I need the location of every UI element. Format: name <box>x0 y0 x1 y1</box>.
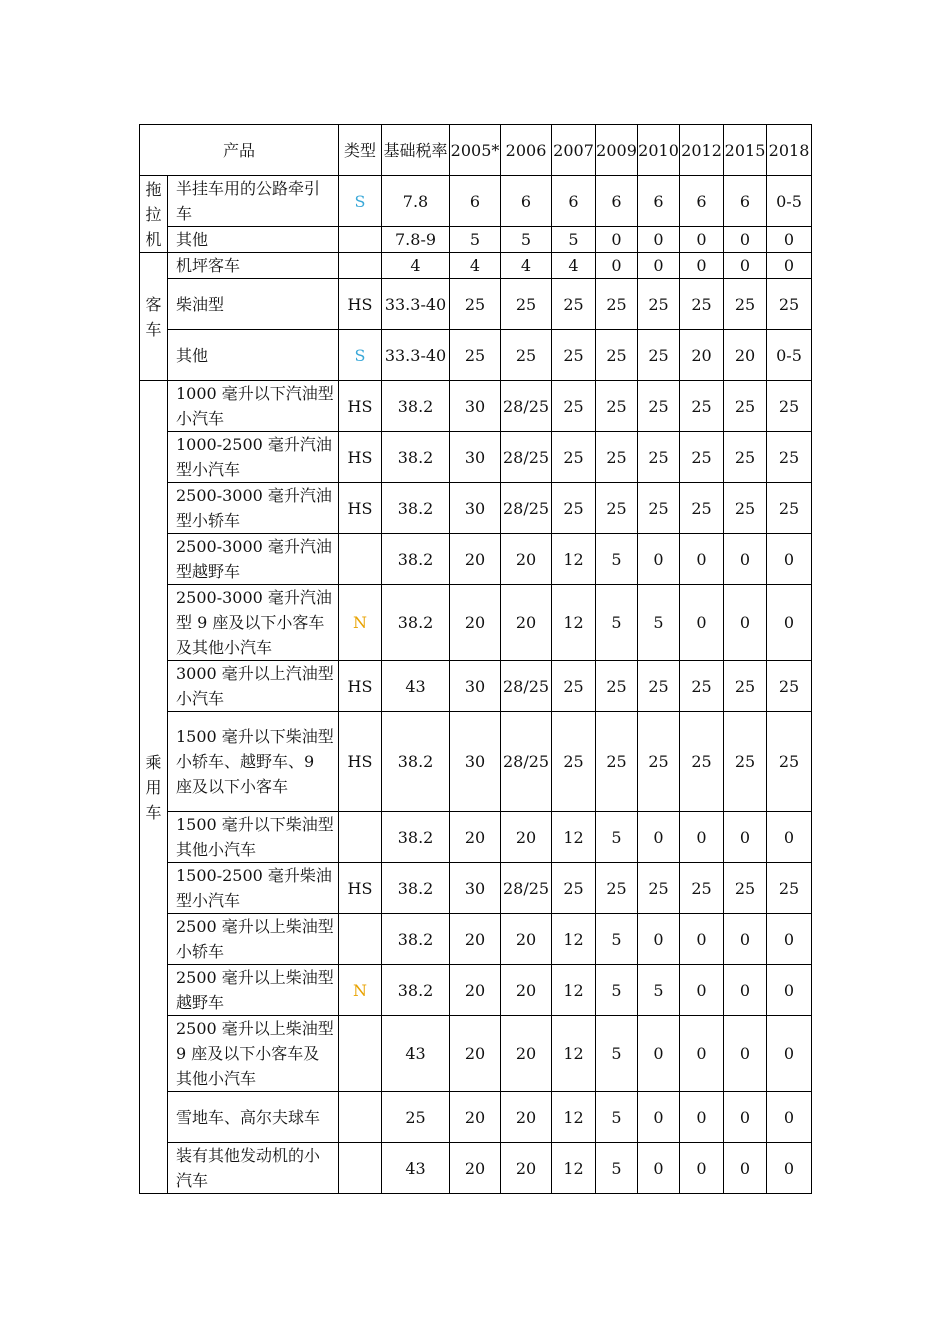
type-cell: HS <box>339 381 382 432</box>
rate-cell: 0 <box>680 534 724 585</box>
product-cell: 1500 毫升以下柴油型小轿车、越野车、9 座及以下小客车 <box>168 712 339 812</box>
base-rate-cell: 7.8 <box>382 176 450 227</box>
rate-cell: 12 <box>552 965 596 1016</box>
rate-cell: 20 <box>450 1092 501 1143</box>
rate-cell: 5 <box>596 1143 638 1194</box>
rate-cell: 20 <box>501 585 552 661</box>
rate-cell: 4 <box>552 253 596 279</box>
rate-cell: 25 <box>680 483 724 534</box>
header-year: 2006 <box>501 125 552 176</box>
rate-cell: 0 <box>638 534 680 585</box>
table-row <box>140 661 812 712</box>
rate-cell: 12 <box>552 1016 596 1092</box>
base-rate-cell: 43 <box>382 1143 450 1194</box>
rate-cell: 25 <box>596 279 638 330</box>
rate-cell: 5 <box>596 812 638 863</box>
table-row <box>140 863 812 914</box>
type-cell: S <box>339 176 382 227</box>
rate-cell: 25 <box>724 661 767 712</box>
rate-cell: 0 <box>767 1016 812 1092</box>
rate-cell: 0 <box>638 1016 680 1092</box>
rate-cell: 25 <box>552 279 596 330</box>
rate-cell: 30 <box>450 712 501 812</box>
rate-cell: 25 <box>767 483 812 534</box>
group-label: 客车 <box>140 253 168 381</box>
product-cell: 半挂车用的公路牵引车 <box>168 176 339 227</box>
rate-cell: 0 <box>680 812 724 863</box>
header-row <box>140 125 812 176</box>
rate-cell: 20 <box>450 534 501 585</box>
base-rate-cell: 33.3-40 <box>382 279 450 330</box>
table-row <box>140 585 812 661</box>
table-row <box>140 432 812 483</box>
rate-cell: 25 <box>638 863 680 914</box>
base-rate-cell: 43 <box>382 1016 450 1092</box>
rate-cell: 25 <box>638 279 680 330</box>
type-cell <box>339 1092 382 1143</box>
group-label: 乘用车 <box>140 381 168 1194</box>
rate-cell: 25 <box>680 432 724 483</box>
rate-cell: 20 <box>680 330 724 381</box>
table-row <box>140 812 812 863</box>
rate-cell: 25 <box>724 712 767 812</box>
rate-cell: 25 <box>724 863 767 914</box>
table-body <box>140 176 812 1194</box>
rate-cell: 25 <box>638 483 680 534</box>
rate-cell: 30 <box>450 863 501 914</box>
table-row <box>140 965 812 1016</box>
rate-cell: 30 <box>450 483 501 534</box>
header-year: 2007 <box>552 125 596 176</box>
rate-cell: 0 <box>767 227 812 253</box>
base-rate-cell: 38.2 <box>382 712 450 812</box>
rate-cell: 25 <box>638 381 680 432</box>
base-rate-cell: 38.2 <box>382 965 450 1016</box>
table-row <box>140 253 812 279</box>
tariff-table <box>139 124 812 1194</box>
rate-cell: 0 <box>680 585 724 661</box>
rate-cell: 28/25 <box>501 432 552 483</box>
table-row <box>140 330 812 381</box>
rate-cell: 5 <box>552 227 596 253</box>
product-cell: 1500-2500 毫升柴油型小汽车 <box>168 863 339 914</box>
table-row <box>140 227 812 253</box>
rate-cell: 0 <box>724 253 767 279</box>
table-row <box>140 712 812 812</box>
rate-cell: 0-5 <box>767 176 812 227</box>
rate-cell: 20 <box>501 534 552 585</box>
rate-cell: 25 <box>596 712 638 812</box>
rate-cell: 25 <box>638 661 680 712</box>
rate-cell: 0 <box>724 1092 767 1143</box>
rate-cell: 0 <box>767 1143 812 1194</box>
header-type: 类型 <box>339 125 382 176</box>
rate-cell: 25 <box>552 381 596 432</box>
rate-cell: 25 <box>596 483 638 534</box>
rate-cell: 25 <box>596 863 638 914</box>
rate-cell: 20 <box>450 965 501 1016</box>
type-cell: HS <box>339 712 382 812</box>
base-rate-cell: 38.2 <box>382 483 450 534</box>
product-cell: 雪地车、高尔夫球车 <box>168 1092 339 1143</box>
rate-cell: 12 <box>552 812 596 863</box>
rate-cell: 4 <box>501 253 552 279</box>
rate-cell: 0 <box>767 812 812 863</box>
rate-cell: 5 <box>596 585 638 661</box>
rate-cell: 0 <box>767 914 812 965</box>
rate-cell: 25 <box>680 279 724 330</box>
base-rate-cell: 38.2 <box>382 534 450 585</box>
product-cell: 装有其他发动机的小汽车 <box>168 1143 339 1194</box>
rate-cell: 25 <box>552 432 596 483</box>
rate-cell: 25 <box>596 381 638 432</box>
table-row <box>140 914 812 965</box>
base-rate-cell: 38.2 <box>382 863 450 914</box>
rate-cell: 25 <box>638 330 680 381</box>
product-cell: 2500 毫升以上柴油型小轿车 <box>168 914 339 965</box>
rate-cell: 0 <box>767 965 812 1016</box>
type-cell: HS <box>339 483 382 534</box>
rate-cell: 0 <box>680 914 724 965</box>
product-cell: 1000-2500 毫升汽油型小汽车 <box>168 432 339 483</box>
header-base-rate: 基础税率 <box>382 125 450 176</box>
rate-cell: 25 <box>724 432 767 483</box>
rate-cell: 0 <box>724 1143 767 1194</box>
rate-cell: 0 <box>767 1092 812 1143</box>
type-cell: HS <box>339 432 382 483</box>
product-cell: 其他 <box>168 227 339 253</box>
rate-cell: 6 <box>724 176 767 227</box>
base-rate-cell: 4 <box>382 253 450 279</box>
rate-cell: 28/25 <box>501 381 552 432</box>
rate-cell: 20 <box>450 585 501 661</box>
rate-cell: 20 <box>450 1143 501 1194</box>
product-cell: 2500 毫升以上柴油型 9 座及以下小客车及其他小汽车 <box>168 1016 339 1092</box>
rate-cell: 0 <box>638 1143 680 1194</box>
header-year: 2018 <box>767 125 812 176</box>
rate-cell: 0 <box>724 585 767 661</box>
rate-cell: 20 <box>450 1016 501 1092</box>
rate-cell: 5 <box>501 227 552 253</box>
rate-cell: 28/25 <box>501 661 552 712</box>
type-cell <box>339 253 382 279</box>
rate-cell: 0 <box>596 227 638 253</box>
rate-cell: 6 <box>596 176 638 227</box>
table-row <box>140 1092 812 1143</box>
rate-cell: 0 <box>724 812 767 863</box>
type-cell <box>339 1016 382 1092</box>
type-cell <box>339 534 382 585</box>
rate-cell: 5 <box>450 227 501 253</box>
header-product: 产品 <box>140 125 339 176</box>
rate-cell: 5 <box>638 965 680 1016</box>
type-cell: HS <box>339 661 382 712</box>
rate-cell: 20 <box>724 330 767 381</box>
base-rate-cell: 38.2 <box>382 585 450 661</box>
rate-cell: 25 <box>638 712 680 812</box>
rate-cell: 25 <box>552 483 596 534</box>
rate-cell: 20 <box>501 1143 552 1194</box>
rate-cell: 12 <box>552 534 596 585</box>
rate-cell: 25 <box>724 483 767 534</box>
table-row <box>140 176 812 227</box>
base-rate-cell: 38.2 <box>382 914 450 965</box>
header-year: 2010 <box>638 125 680 176</box>
rate-cell: 6 <box>680 176 724 227</box>
type-cell <box>339 812 382 863</box>
type-cell: N <box>339 585 382 661</box>
header-year: 2005* <box>450 125 501 176</box>
rate-cell: 25 <box>767 712 812 812</box>
rate-cell: 0 <box>724 965 767 1016</box>
product-cell: 其他 <box>168 330 339 381</box>
base-rate-cell: 38.2 <box>382 381 450 432</box>
rate-cell: 25 <box>450 279 501 330</box>
rate-cell: 5 <box>596 965 638 1016</box>
product-cell: 2500-3000 毫升汽油型 9 座及以下小客车及其他小汽车 <box>168 585 339 661</box>
rate-cell: 28/25 <box>501 483 552 534</box>
product-cell: 1000 毫升以下汽油型小汽车 <box>168 381 339 432</box>
product-cell: 2500-3000 毫升汽油型小轿车 <box>168 483 339 534</box>
rate-cell: 5 <box>596 1092 638 1143</box>
rate-cell: 25 <box>501 279 552 330</box>
rate-cell: 12 <box>552 1092 596 1143</box>
table-row <box>140 483 812 534</box>
rate-cell: 5 <box>596 534 638 585</box>
rate-cell: 25 <box>596 330 638 381</box>
rate-cell: 25 <box>767 432 812 483</box>
rate-cell: 6 <box>552 176 596 227</box>
rate-cell: 25 <box>680 381 724 432</box>
rate-cell: 5 <box>638 585 680 661</box>
rate-cell: 6 <box>638 176 680 227</box>
rate-cell: 20 <box>501 812 552 863</box>
type-cell: HS <box>339 279 382 330</box>
rate-cell: 12 <box>552 914 596 965</box>
rate-cell: 25 <box>552 712 596 812</box>
type-cell: N <box>339 965 382 1016</box>
base-rate-cell: 38.2 <box>382 812 450 863</box>
base-rate-cell: 38.2 <box>382 432 450 483</box>
rate-cell: 30 <box>450 661 501 712</box>
rate-cell: 25 <box>450 330 501 381</box>
rate-cell: 0 <box>596 253 638 279</box>
base-rate-cell: 7.8-9 <box>382 227 450 253</box>
type-cell: HS <box>339 863 382 914</box>
product-cell: 1500 毫升以下柴油型其他小汽车 <box>168 812 339 863</box>
rate-cell: 0 <box>680 1016 724 1092</box>
rate-cell: 25 <box>767 661 812 712</box>
product-cell: 2500 毫升以上柴油型越野车 <box>168 965 339 1016</box>
header-year: 2009 <box>596 125 638 176</box>
rate-cell: 25 <box>724 381 767 432</box>
type-cell <box>339 1143 382 1194</box>
rate-cell: 30 <box>450 432 501 483</box>
rate-cell: 25 <box>552 661 596 712</box>
rate-cell: 12 <box>552 585 596 661</box>
rate-cell: 0 <box>638 812 680 863</box>
type-cell <box>339 227 382 253</box>
rate-cell: 25 <box>680 712 724 812</box>
rate-cell: 25 <box>552 863 596 914</box>
rate-cell: 20 <box>450 812 501 863</box>
rate-cell: 0 <box>638 253 680 279</box>
rate-cell: 25 <box>767 381 812 432</box>
rate-cell: 0 <box>638 227 680 253</box>
rate-cell: 0 <box>680 227 724 253</box>
rate-cell: 30 <box>450 381 501 432</box>
rate-cell: 25 <box>552 330 596 381</box>
rate-cell: 0 <box>680 1092 724 1143</box>
rate-cell: 6 <box>450 176 501 227</box>
type-cell: S <box>339 330 382 381</box>
rate-cell: 0 <box>767 534 812 585</box>
rate-cell: 0 <box>638 1092 680 1143</box>
table-row <box>140 534 812 585</box>
group-label: 拖拉机 <box>140 176 168 253</box>
rate-cell: 25 <box>680 661 724 712</box>
table-row <box>140 1016 812 1092</box>
header-year: 2012 <box>680 125 724 176</box>
rate-cell: 20 <box>501 1092 552 1143</box>
rate-cell: 0 <box>767 253 812 279</box>
rate-cell: 25 <box>680 863 724 914</box>
rate-cell: 0 <box>724 227 767 253</box>
table-row <box>140 1143 812 1194</box>
rate-cell: 12 <box>552 1143 596 1194</box>
rate-cell: 0 <box>680 965 724 1016</box>
base-rate-cell: 25 <box>382 1092 450 1143</box>
rate-cell: 0 <box>724 914 767 965</box>
rate-cell: 5 <box>596 914 638 965</box>
base-rate-cell: 33.3-40 <box>382 330 450 381</box>
rate-cell: 25 <box>767 279 812 330</box>
rate-cell: 20 <box>450 914 501 965</box>
table-row <box>140 279 812 330</box>
rate-cell: 25 <box>638 432 680 483</box>
table-row <box>140 381 812 432</box>
rate-cell: 0 <box>680 1143 724 1194</box>
rate-cell: 28/25 <box>501 863 552 914</box>
rate-cell: 0 <box>638 914 680 965</box>
rate-cell: 0 <box>680 253 724 279</box>
rate-cell: 25 <box>596 432 638 483</box>
rate-cell: 20 <box>501 965 552 1016</box>
rate-cell: 0-5 <box>767 330 812 381</box>
product-cell: 3000 毫升以上汽油型小汽车 <box>168 661 339 712</box>
rate-cell: 0 <box>724 1016 767 1092</box>
product-cell: 2500-3000 毫升汽油型越野车 <box>168 534 339 585</box>
product-cell: 机坪客车 <box>168 253 339 279</box>
rate-cell: 25 <box>724 279 767 330</box>
product-cell: 柴油型 <box>168 279 339 330</box>
base-rate-cell: 43 <box>382 661 450 712</box>
rate-cell: 25 <box>596 661 638 712</box>
type-cell <box>339 914 382 965</box>
rate-cell: 20 <box>501 1016 552 1092</box>
rate-cell: 0 <box>724 534 767 585</box>
rate-cell: 4 <box>450 253 501 279</box>
rate-cell: 6 <box>501 176 552 227</box>
rate-cell: 0 <box>767 585 812 661</box>
rate-cell: 25 <box>767 863 812 914</box>
rate-cell: 5 <box>596 1016 638 1092</box>
rate-cell: 25 <box>501 330 552 381</box>
header-year: 2015 <box>724 125 767 176</box>
rate-cell: 28/25 <box>501 712 552 812</box>
rate-cell: 20 <box>501 914 552 965</box>
